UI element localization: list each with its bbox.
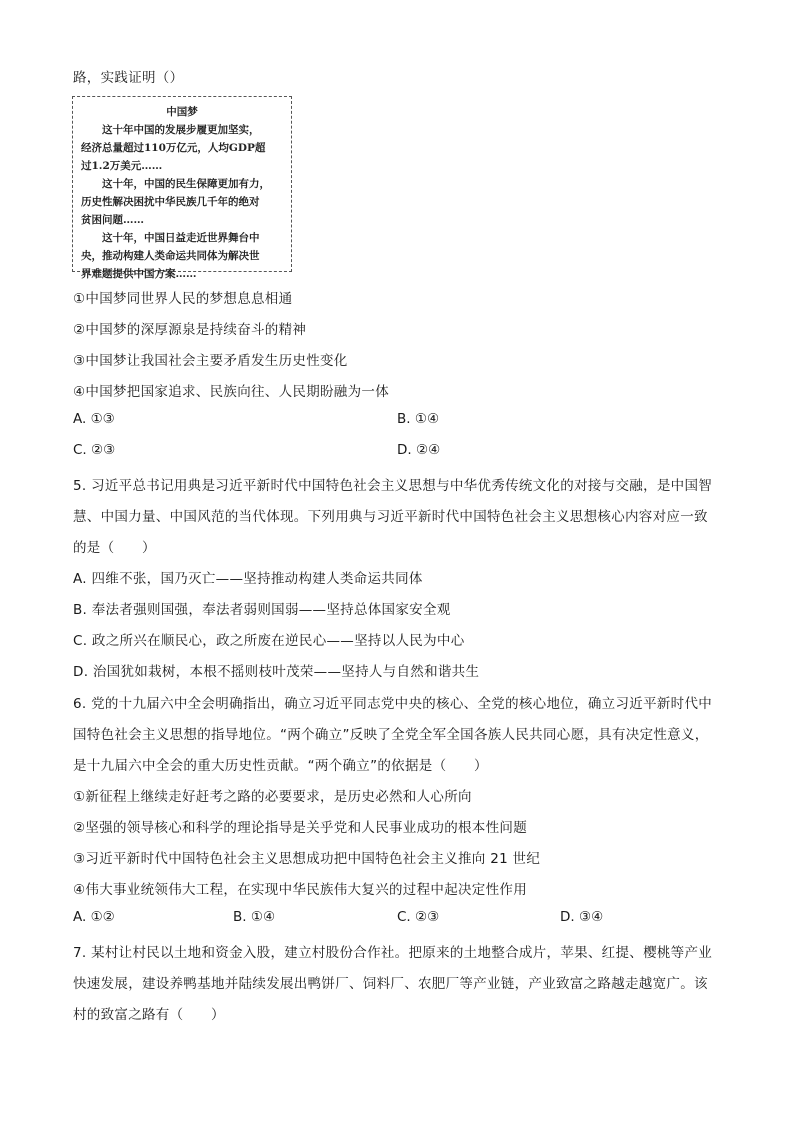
material-line: 经济总量超过110万亿元，人均GDP超 xyxy=(81,142,266,154)
q6-option-d[interactable]: D. ③④ xyxy=(560,909,604,925)
q6-option-b[interactable]: B. ①④ xyxy=(233,909,276,925)
material-line: 贫困问题…… xyxy=(81,214,144,226)
material-line: 历史性解决困扰中华民族几千年的绝对 xyxy=(81,196,260,208)
q7-stem: 村的致富之路有（ ） xyxy=(73,1007,225,1023)
q5-option-a[interactable]: A. 四维不张，国乃灭亡——坚持推动构建人类命运共同体 xyxy=(73,571,423,587)
q4-option-b[interactable]: B. ①④ xyxy=(397,411,440,427)
q7-stem: 快速发展，建设养鸭基地并陆续发展出鸭饼厂、饲料厂、农肥厂等产业链，产业致富之路越走越宽广。该 xyxy=(73,976,708,992)
q6-option-c[interactable]: C. ②③ xyxy=(397,909,440,925)
q4-statement: ④中国梦把国家追求、民族向往、人民期盼融为一体 xyxy=(73,384,390,400)
q6-statement: ④伟大事业统领伟大工程，在实现中华民族伟大复兴的过程中起决定性作用 xyxy=(73,882,528,898)
material-line: 这十年中国的发展步履更加坚实， xyxy=(81,124,260,136)
q6-statement: ②坚强的领导核心和科学的理论指导是关乎党和人民事业成功的根本性问题 xyxy=(73,820,528,836)
intro-line: 路，实践证明（） xyxy=(73,70,184,86)
q4-statement: ①中国梦同世界人民的梦想息息相通 xyxy=(73,291,293,307)
q5-stem: 的是（ ） xyxy=(73,540,156,556)
q6-stem: 国特色社会主义思想的指导地位。“两个确立”反映了全党全军全国各族人民共同心愿，具有决定性意义， xyxy=(73,727,709,743)
q6-stem: 是十九届六中全会的重大历史性贡献。“两个确立”的依据是（ ） xyxy=(73,758,488,774)
q6-statement: ③习近平新时代中国特色社会主义思想成功把中国特色社会主义推向 21 世纪 xyxy=(73,851,541,867)
q4-option-a[interactable]: A. ①③ xyxy=(73,411,115,427)
q5-stem: 慧、中国力量、中国风范的当代体现。下列用典与习近平新时代中国特色社会主义思想核心内容对应一致 xyxy=(73,509,708,525)
material-line: 界难题提供中国方案…… xyxy=(81,268,197,280)
q5-option-d[interactable]: D. 治国犹如栽树，本根不摇则枝叶茂荣——坚持人与自然和谐共生 xyxy=(73,664,480,680)
q7-stem: 7. 某村让村民以土地和资金入股，建立村股份合作社。把原来的土地整合成片，苹果、红提、樱桃等产业 xyxy=(73,945,713,961)
q4-statement: ③中国梦让我国社会主要矛盾发生历史性变化 xyxy=(73,353,348,369)
material-line: 过1.2万美元…… xyxy=(81,160,163,172)
material-line: 这十年，中国的民生保障更加有力， xyxy=(81,178,270,190)
material-title: 中国梦 xyxy=(166,106,198,118)
q6-option-a[interactable]: A. ①② xyxy=(73,909,115,925)
q5-option-c[interactable]: C. 政之所兴在顺民心，政之所废在逆民心——坚持以人民为中心 xyxy=(73,633,465,649)
material-line: 这十年，中国日益走近世界舞台中 xyxy=(81,232,260,244)
q6-statement: ①新征程上继续走好赶考之路的必要要求，是历史必然和人心所向 xyxy=(73,789,472,805)
q6-stem: 6. 党的十九届六中全会明确指出，确立习近平同志党中央的核心、全党的核心地位，确立习近平新时代中 xyxy=(73,696,713,712)
china-dream-material-box xyxy=(72,96,292,280)
material-line: 央，推动构建人类命运共同体为解决世 xyxy=(81,250,260,262)
q4-statement: ②中国梦的深厚源泉是持续奋斗的精神 xyxy=(73,322,307,338)
q4-option-c[interactable]: C. ②③ xyxy=(73,442,116,458)
q5-stem: 5. 习近平总书记用典是习近平新时代中国特色社会主义思想与中华优秀传统文化的对接与交融，是中国智 xyxy=(73,478,713,494)
q4-option-d[interactable]: D. ②④ xyxy=(397,442,441,458)
q5-option-b[interactable]: B. 奉法者强则国强，奉法者弱则国弱——坚持总体国家安全观 xyxy=(73,602,451,618)
